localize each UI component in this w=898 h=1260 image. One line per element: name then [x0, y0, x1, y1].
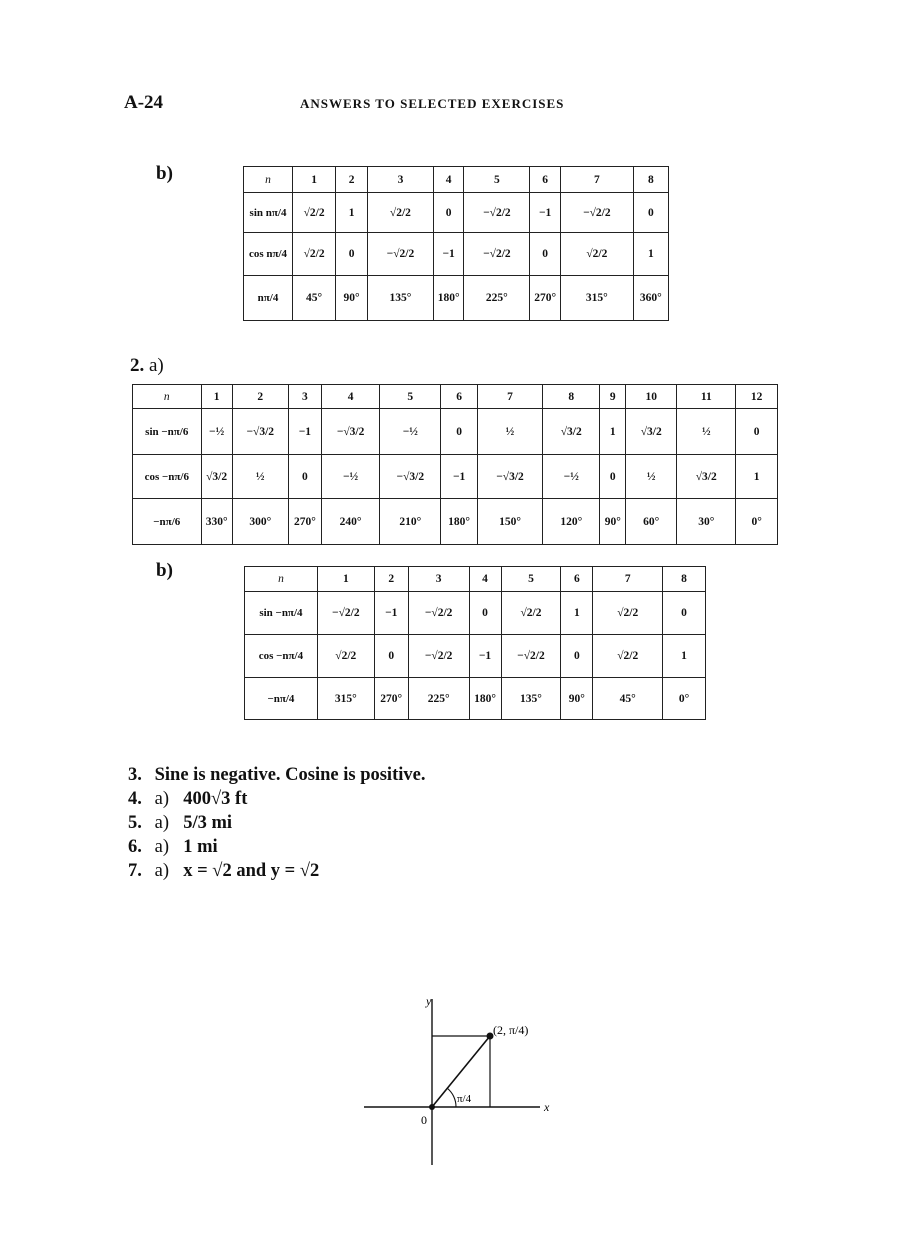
table-cell: 1	[600, 409, 626, 455]
table-cell: √3/2	[626, 409, 677, 455]
table-cell: 0	[336, 233, 368, 276]
n-cell: 3	[367, 167, 433, 193]
n-cell: 7	[593, 567, 663, 592]
table-cell: 1	[736, 455, 778, 499]
table-cell: √2/2	[317, 635, 374, 678]
table-cell: −√3/2	[322, 409, 380, 455]
answers-list	[128, 763, 425, 883]
table-cell: 0	[288, 455, 321, 499]
table-cell: √2/2	[293, 233, 336, 276]
table-cell: 270°	[288, 499, 321, 545]
n-cell: 7	[477, 385, 542, 409]
table-cell: −√3/2	[380, 455, 441, 499]
table-cell: −1	[530, 193, 561, 233]
table-cell: 0	[663, 592, 706, 635]
table-2a	[132, 384, 778, 545]
sub-label: a)	[154, 861, 169, 881]
table-cell: 0	[633, 193, 668, 233]
table-1b	[243, 166, 669, 321]
exercise-number: 5.	[128, 813, 142, 833]
table-cell: −1	[441, 455, 477, 499]
n-cell: 8	[633, 167, 668, 193]
table-cell: 135°	[367, 276, 433, 321]
answer-line	[128, 811, 425, 835]
n-cell: 1	[293, 167, 336, 193]
n-cell: 10	[626, 385, 677, 409]
table-cell: ½	[477, 409, 542, 455]
table-cell: ½	[626, 455, 677, 499]
x-axis-label: x	[544, 1100, 550, 1114]
exercise-number: 3.	[128, 765, 142, 785]
table-cell: −√3/2	[232, 409, 288, 455]
table-cell: 90°	[600, 499, 626, 545]
table-cell: −1	[288, 409, 321, 455]
answer-text: 5/3 mi	[183, 813, 233, 833]
table-cell: 60°	[626, 499, 677, 545]
table-cell: −√2/2	[408, 592, 469, 635]
answer-text: Sine is negative. Cosine is positive.	[154, 765, 426, 785]
n-header: n	[244, 167, 293, 193]
answer-line	[128, 763, 425, 787]
n-cell: 9	[600, 385, 626, 409]
answer-text: x = √2 and y = √2	[183, 861, 320, 881]
table-cell: −√2/2	[501, 635, 561, 678]
row-label: nπ/4	[244, 276, 293, 321]
table-cell: 360°	[633, 276, 668, 321]
sub-label: a)	[154, 813, 169, 833]
answer-text: 400√3 ft	[183, 789, 248, 809]
table-cell: √2/2	[293, 193, 336, 233]
n-cell: 2	[374, 567, 408, 592]
row-label: sin −nπ/6	[133, 409, 202, 455]
exercise-number: 6.	[128, 837, 142, 857]
table-cell: 0	[441, 409, 477, 455]
table-cell: 135°	[501, 678, 561, 720]
table-cell: 240°	[322, 499, 380, 545]
table-cell: √3/2	[677, 455, 736, 499]
part-1b-label: b)	[156, 163, 173, 184]
row-label: −nπ/6	[133, 499, 202, 545]
n-cell: 6	[530, 167, 561, 193]
table-cell: 1	[663, 635, 706, 678]
sub-label: a)	[149, 355, 164, 376]
table-cell: −1	[374, 592, 408, 635]
table-cell: 0	[530, 233, 561, 276]
row-label: sin nπ/4	[244, 193, 293, 233]
n-cell: 12	[736, 385, 778, 409]
table-cell: 45°	[293, 276, 336, 321]
table-cell: 225°	[408, 678, 469, 720]
table-cell: 0	[469, 592, 501, 635]
n-cell: 3	[288, 385, 321, 409]
table-cell: −½	[322, 455, 380, 499]
n-cell: 3	[408, 567, 469, 592]
table-cell: √2/2	[593, 635, 663, 678]
n-cell: 2	[232, 385, 288, 409]
row-label: sin −nπ/4	[245, 592, 318, 635]
part-2a-label	[130, 355, 164, 377]
table-cell: −√3/2	[477, 455, 542, 499]
page-number: A-24	[124, 92, 164, 113]
n-header: n	[245, 567, 318, 592]
table-cell: −1	[433, 233, 464, 276]
row-label: cos −nπ/6	[133, 455, 202, 499]
table-cell: −√2/2	[408, 635, 469, 678]
answer-line	[128, 859, 425, 883]
point-label: (2, π/4)	[493, 1023, 529, 1037]
table-cell: 30°	[677, 499, 736, 545]
n-cell: 1	[201, 385, 232, 409]
n-cell: 4	[469, 567, 501, 592]
table-cell: 210°	[380, 499, 441, 545]
sub-label: a)	[154, 789, 169, 809]
n-cell: 5	[380, 385, 441, 409]
row-label: −nπ/4	[245, 678, 318, 720]
table-cell: 180°	[441, 499, 477, 545]
page-header-title: ANSWERS TO SELECTED EXERCISES	[300, 96, 565, 111]
n-cell: 5	[501, 567, 561, 592]
table-cell: √2/2	[560, 233, 633, 276]
table-cell: 0	[561, 635, 593, 678]
table-cell: −½	[380, 409, 441, 455]
n-cell: 6	[561, 567, 593, 592]
table-cell: 0	[374, 635, 408, 678]
answer-line	[128, 787, 425, 811]
n-cell: 2	[336, 167, 368, 193]
table-cell: 300°	[232, 499, 288, 545]
n-cell: 4	[433, 167, 464, 193]
table-cell: −√2/2	[464, 193, 530, 233]
row-label: cos −nπ/4	[245, 635, 318, 678]
table-cell: 90°	[561, 678, 593, 720]
table-cell: 315°	[560, 276, 633, 321]
table-cell: √3/2	[543, 409, 600, 455]
table-cell: 270°	[530, 276, 561, 321]
sub-label: a)	[154, 837, 169, 857]
n-cell: 8	[543, 385, 600, 409]
exercise-number: 2.	[130, 355, 145, 376]
n-cell: 11	[677, 385, 736, 409]
n-cell: 4	[322, 385, 380, 409]
table-cell: −½	[201, 409, 232, 455]
answer-line	[128, 835, 425, 859]
y-axis-label: y	[426, 994, 432, 1008]
n-cell: 8	[663, 567, 706, 592]
table-cell: 0	[600, 455, 626, 499]
table-cell: 0°	[736, 499, 778, 545]
n-cell: 6	[441, 385, 477, 409]
origin-label: 0	[421, 1113, 427, 1127]
table-cell: √2/2	[501, 592, 561, 635]
part-2b-label: b)	[156, 560, 173, 581]
table-cell: √2/2	[593, 592, 663, 635]
table-cell: 1	[336, 193, 368, 233]
table-cell: 1	[561, 592, 593, 635]
table-cell: 120°	[543, 499, 600, 545]
n-cell: 5	[464, 167, 530, 193]
angle-label: π/4	[457, 1093, 472, 1105]
table-cell: 330°	[201, 499, 232, 545]
exercise-number: 7.	[128, 861, 142, 881]
table-cell: ½	[232, 455, 288, 499]
table-cell: −1	[469, 635, 501, 678]
table-cell: 315°	[317, 678, 374, 720]
table-cell: 90°	[336, 276, 368, 321]
table-cell: 0	[433, 193, 464, 233]
n-header: n	[133, 385, 202, 409]
table-cell: √3/2	[201, 455, 232, 499]
table-cell: −√2/2	[367, 233, 433, 276]
table-cell: 0	[736, 409, 778, 455]
table-2b	[244, 566, 706, 720]
n-cell: 7	[560, 167, 633, 193]
angle-arc	[447, 1088, 456, 1107]
table-cell: 1	[633, 233, 668, 276]
table-cell: 180°	[433, 276, 464, 321]
table-cell: 45°	[593, 678, 663, 720]
table-cell: −√2/2	[560, 193, 633, 233]
table-cell: 0°	[663, 678, 706, 720]
table-cell: √2/2	[367, 193, 433, 233]
answer-text: 1 mi	[183, 837, 218, 857]
table-cell: 150°	[477, 499, 542, 545]
table-cell: 270°	[374, 678, 408, 720]
exercise-number: 4.	[128, 789, 142, 809]
table-cell: −½	[543, 455, 600, 499]
row-label: cos nπ/4	[244, 233, 293, 276]
table-cell: 180°	[469, 678, 501, 720]
table-cell: −√2/2	[464, 233, 530, 276]
n-cell: 1	[317, 567, 374, 592]
table-cell: ½	[677, 409, 736, 455]
table-cell: 225°	[464, 276, 530, 321]
origin-point	[429, 1104, 435, 1110]
polar-point-figure	[350, 985, 580, 1170]
table-cell: −√2/2	[317, 592, 374, 635]
